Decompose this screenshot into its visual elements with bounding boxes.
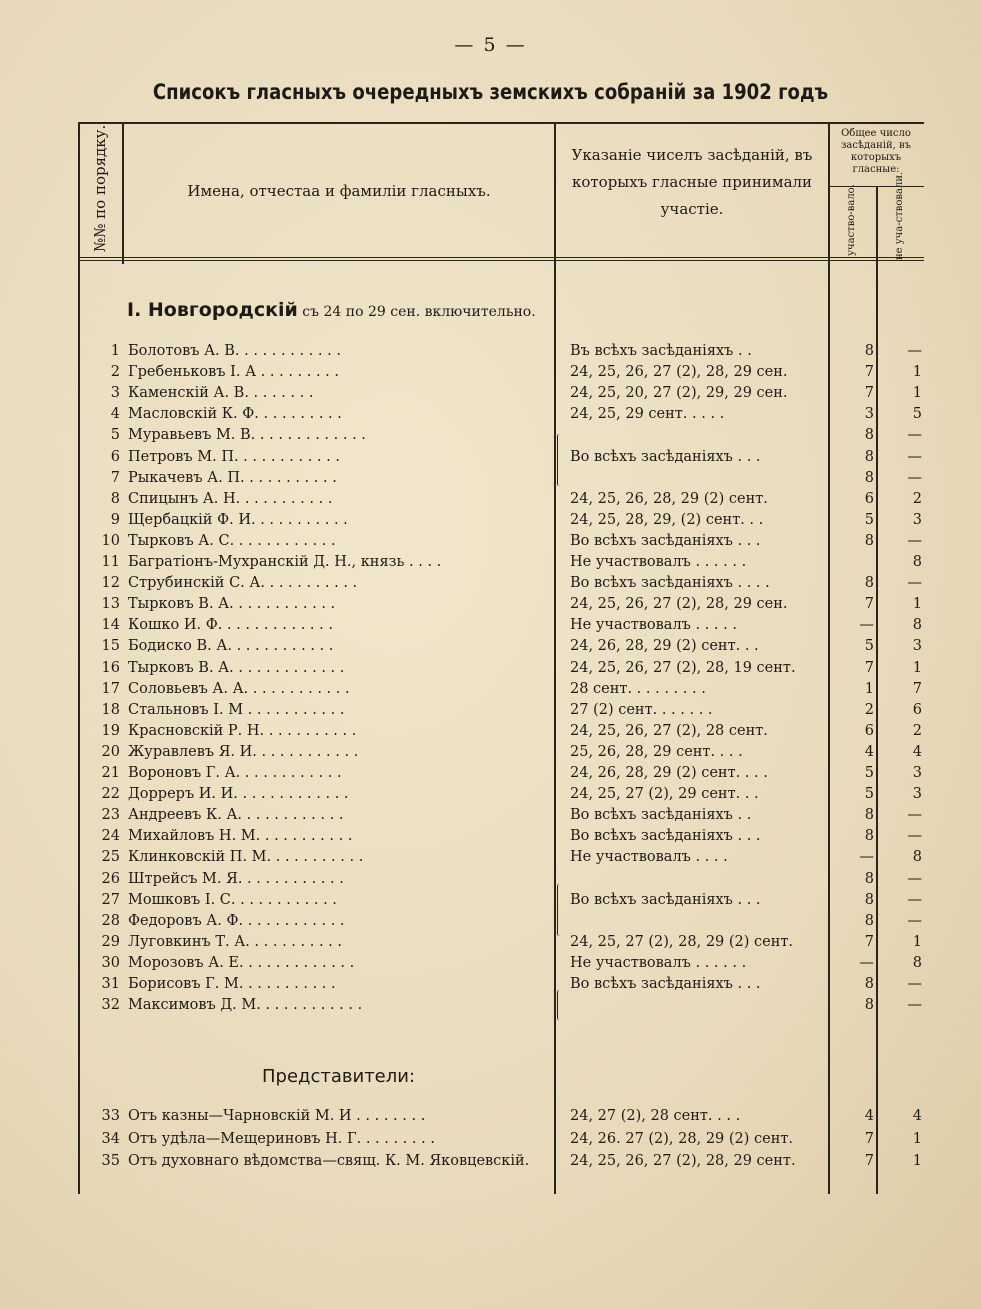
table-row — [78, 660, 924, 681]
not-participated-count: 4 — [912, 743, 922, 760]
member-name: Каменскій А. В. . . . . . . . — [128, 385, 314, 402]
representatives-heading: Представители: — [262, 1066, 416, 1087]
not-participated-count: 1 — [912, 1130, 922, 1147]
row-number: 19 — [101, 722, 120, 739]
meeting-dates: Не участвовалъ . . . . — [570, 849, 728, 866]
member-name: Тырковъ А. С. . . . . . . . . . . . — [128, 532, 336, 549]
participated-count: 8 — [864, 891, 874, 908]
row-number: 15 — [101, 638, 120, 655]
meeting-dates: Во всѣхъ засѣданіяхъ . . . — [570, 891, 761, 908]
table-row — [78, 723, 924, 744]
meeting-dates: 24, 25, 26, 28, 29 (2) сент. — [570, 490, 768, 507]
participated-count: 8 — [864, 997, 874, 1014]
meeting-dates: Во всѣхъ засѣданіяхъ . . . — [570, 976, 761, 992]
not-participated-count: 8 — [912, 617, 922, 634]
member-name: Стальновъ І. М . . . . . . . . . . . — [128, 701, 345, 718]
section-heading — [127, 299, 536, 321]
row-number: 18 — [101, 701, 120, 718]
row-number: 12 — [101, 575, 120, 592]
member-name: Дорреръ И. И. . . . . . . . . . . . . — [128, 786, 349, 803]
table-row — [78, 406, 924, 427]
member-name: Струбинскій С. А. . . . . . . . . . . — [128, 575, 358, 592]
not-participated-count: 1 — [912, 1153, 922, 1169]
row-number: 3 — [110, 385, 120, 402]
member-name: Петровъ М. П. . . . . . . . . . . . — [128, 448, 340, 465]
meeting-dates: Во всѣхъ засѣданіяхъ . . . — [570, 828, 761, 845]
member-name: Бодиско В. А. . . . . . . . . . . . — [128, 638, 334, 655]
participated-count: 1 — [864, 680, 874, 697]
meeting-dates: Въ всѣхъ засѣданіяхъ . . — [570, 343, 752, 359]
group-brace — [557, 434, 562, 486]
not-participated-count: — — [907, 575, 922, 592]
participated-count: 3 — [864, 406, 874, 423]
row-number: 24 — [101, 828, 120, 845]
meeting-dates: 24, 25, 26, 27 (2), 28, 29 сен. — [570, 596, 788, 613]
table-row — [78, 1108, 924, 1129]
member-name: Соловьевъ А. А. . . . . . . . . . . . — [128, 680, 350, 697]
not-participated-count: — — [907, 976, 922, 992]
participated-count: 8 — [864, 532, 874, 549]
participated-count: 8 — [864, 469, 874, 486]
not-participated-count: 2 — [912, 490, 922, 507]
member-name: Тырковъ В. А. . . . . . . . . . . . — [128, 596, 336, 613]
member-name: Щербацкій Ф. И. . . . . . . . . . . — [128, 511, 348, 528]
header-dates-line1: Указаніе чиселъ засѣданій, въ — [571, 146, 813, 164]
not-participated-count: 8 — [912, 554, 922, 570]
table-row — [78, 976, 924, 997]
not-participated-count: 7 — [912, 680, 922, 697]
meeting-dates: Во всѣхъ засѣданіяхъ . . . — [570, 532, 761, 549]
row-number: 28 — [101, 912, 120, 929]
not-participated-count: — — [907, 532, 922, 549]
row-number: 29 — [101, 933, 120, 950]
member-name: Багратіонъ-Мухранскій Д. Н., князь . . . . — [128, 554, 442, 570]
meeting-dates: Не участвовалъ . . . . . — [570, 617, 737, 634]
table-row — [78, 617, 924, 638]
not-participated-count: — — [907, 828, 922, 845]
not-participated-count: 1 — [912, 596, 922, 613]
header-participated: участво-вало. — [846, 184, 857, 256]
header-total: Общее число засѣданій, въ которыхъ гласные: — [840, 128, 912, 175]
member-name: Клинковскій П. М. . . . . . . . . . . — [128, 849, 364, 866]
table-row — [78, 892, 924, 913]
table-row — [78, 343, 924, 364]
member-name: Максимовъ Д. М. . . . . . . . . . . . — [128, 997, 363, 1014]
not-participated-count: 1 — [912, 385, 922, 402]
table-row — [78, 512, 924, 533]
meeting-dates: Во всѣхъ засѣданіяхъ . . — [570, 807, 752, 824]
not-participated-count: — — [907, 870, 922, 887]
meeting-dates: 24, 25, 28, 29, (2) сент. . . — [570, 511, 764, 528]
member-name: Рыкачевъ А. П. . . . . . . . . . . — [128, 469, 337, 486]
row-number: 35 — [101, 1153, 120, 1169]
row-number: 6 — [110, 448, 120, 465]
participated-count: 5 — [864, 765, 874, 781]
row-number: 13 — [101, 596, 120, 613]
row-number: 20 — [101, 743, 120, 760]
participated-count: 6 — [864, 722, 874, 739]
table-row — [78, 554, 924, 575]
row-number: 8 — [110, 490, 120, 507]
participated-count: 7 — [864, 933, 874, 950]
not-participated-count: — — [907, 469, 922, 486]
not-participated-count: — — [907, 343, 922, 359]
header-not-participated: не уча-ствовали. — [894, 171, 905, 260]
table-row — [78, 364, 924, 385]
member-name: Гребеньковъ І. А . . . . . . . . . — [128, 364, 340, 381]
table-row — [78, 828, 924, 849]
participated-count: 8 — [864, 807, 874, 824]
member-name: Отъ духовнаго вѣдомства—свящ. К. М. Яковцевскій. — [128, 1153, 530, 1169]
meeting-dates: Не участвовалъ . . . . . . — [570, 954, 747, 971]
section-subtitle: съ 24 по 29 сен. включительно. — [302, 304, 536, 320]
table-row — [78, 575, 924, 596]
total-subheader-rule — [828, 186, 924, 187]
row-number: 21 — [101, 765, 120, 781]
not-participated-count: 8 — [912, 849, 922, 866]
not-participated-count: 1 — [912, 659, 922, 676]
meeting-dates: 24, 25, 29 сент. . . . . — [570, 406, 725, 423]
row-number: 31 — [101, 976, 120, 992]
table-row — [78, 449, 924, 470]
table-row — [78, 596, 924, 617]
participated-count: 8 — [864, 870, 874, 887]
member-name: Вороновъ Г. А. . . . . . . . . . . . — [128, 765, 342, 781]
not-participated-count: 2 — [912, 722, 922, 739]
row-number: 1 — [110, 343, 120, 359]
header-dates-line3: участіе. — [660, 200, 724, 218]
member-name: Журавлевъ Я. И. . . . . . . . . . . . — [128, 743, 359, 760]
not-participated-count: 3 — [912, 511, 922, 528]
participated-count: 7 — [864, 1130, 874, 1147]
table-row — [78, 871, 924, 892]
participated-count: 7 — [864, 385, 874, 402]
member-name: Штрейсъ М. Я. . . . . . . . . . . . — [128, 870, 344, 887]
participated-count: 7 — [864, 364, 874, 381]
meeting-dates: 24, 25, 26, 27 (2), 28 сент. — [570, 722, 768, 739]
table-row — [78, 681, 924, 702]
page-number: — 5 — — [454, 34, 527, 56]
participated-count: 7 — [864, 1153, 874, 1169]
member-name: Андреевъ К. А. . . . . . . . . . . . — [128, 807, 344, 824]
row-number: 23 — [101, 807, 120, 824]
meeting-dates: 24, 25, 26, 27 (2), 28, 19 сент. — [570, 659, 796, 676]
row-number: 9 — [110, 511, 120, 528]
table-row — [78, 1153, 924, 1174]
table-row — [78, 913, 924, 934]
member-name: Масловскій К. Ф. . . . . . . . . . — [128, 406, 342, 423]
not-participated-count: 1 — [912, 364, 922, 381]
participated-count: 8 — [864, 427, 874, 444]
header-divider — [78, 257, 924, 261]
participated-count: — — [859, 954, 874, 971]
section-title: I. Новгородскій — [127, 299, 298, 321]
row-number: 33 — [101, 1108, 120, 1124]
table-row — [78, 934, 924, 955]
header-names: Имена, отчестаа и фамиліи гласныхъ. — [187, 182, 491, 200]
meeting-dates: 24, 26. 27 (2), 28, 29 (2) сент. — [570, 1130, 794, 1147]
member-name: Михайловъ Н. М. . . . . . . . . . . — [128, 828, 353, 845]
member-name: Кошко И. Ф. . . . . . . . . . . . . — [128, 617, 333, 634]
not-participated-count: — — [907, 912, 922, 929]
table-row — [78, 427, 924, 448]
not-participated-count: 3 — [912, 765, 922, 781]
table-row — [78, 385, 924, 406]
meeting-dates: 25, 26, 28, 29 сент. . . . — [570, 743, 743, 760]
not-participated-count: 6 — [912, 701, 922, 718]
participated-count: 8 — [864, 448, 874, 465]
participated-count: 7 — [864, 659, 874, 676]
member-name: Мошковъ І. С. . . . . . . . . . . . — [128, 891, 337, 908]
participated-count: 8 — [864, 976, 874, 992]
not-participated-count: 4 — [912, 1108, 922, 1124]
participated-count: 8 — [864, 828, 874, 845]
meeting-dates: 27 (2) сент. . . . . . . — [570, 701, 713, 718]
row-number: 34 — [101, 1130, 120, 1147]
row-number: 26 — [101, 870, 120, 887]
group-brace — [557, 884, 562, 936]
member-name: Федоровъ А. Ф. . . . . . . . . . . . — [128, 912, 345, 929]
row-number: 11 — [101, 554, 120, 570]
table-row — [78, 744, 924, 765]
meeting-dates: 24, 25, 26, 27 (2), 28, 29 сент. — [570, 1153, 796, 1169]
participated-count: 8 — [864, 912, 874, 929]
member-name: Борисовъ Г. М. . . . . . . . . . . — [128, 976, 336, 992]
row-number: 5 — [110, 427, 120, 444]
header-number: №№ по порядку. — [91, 124, 109, 252]
row-number: 25 — [101, 849, 120, 866]
row-number: 7 — [110, 469, 120, 486]
table-row — [78, 997, 924, 1018]
member-name: Отъ казны—Чарновскій М. И . . . . . . . . — [128, 1108, 426, 1124]
table-row — [78, 849, 924, 870]
header-dates — [556, 142, 828, 223]
participated-count: 7 — [864, 596, 874, 613]
participated-count: 5 — [864, 786, 874, 803]
not-participated-count: — — [907, 807, 922, 824]
meeting-dates: Во всѣхъ засѣданіяхъ . . . — [570, 448, 761, 465]
table-row — [78, 786, 924, 807]
participated-count: 4 — [864, 743, 874, 760]
not-participated-count: 3 — [912, 638, 922, 655]
member-name: Болотовъ А. В. . . . . . . . . . . . — [128, 343, 341, 359]
member-name: Морозовъ А. Е. . . . . . . . . . . . . — [128, 954, 355, 971]
not-participated-count: 1 — [912, 933, 922, 950]
member-name: Спицынъ А. Н. . . . . . . . . . . — [128, 490, 333, 507]
participated-count: 5 — [864, 511, 874, 528]
table-row — [78, 1131, 924, 1152]
not-participated-count: 5 — [912, 406, 922, 423]
meeting-dates: 24, 25, 26, 27 (2), 28, 29 сен. — [570, 364, 788, 381]
participated-count: 4 — [864, 1108, 874, 1124]
table-row — [78, 702, 924, 723]
table-row — [78, 533, 924, 554]
row-number: 14 — [101, 617, 120, 634]
table-row — [78, 955, 924, 976]
meeting-dates: 24, 26, 28, 29 (2) сент. . . . — [570, 765, 768, 781]
row-number: 32 — [101, 997, 120, 1014]
not-participated-count: — — [907, 891, 922, 908]
table-row — [78, 470, 924, 491]
row-number: 10 — [101, 532, 120, 549]
table-row — [78, 491, 924, 512]
table-row — [78, 765, 924, 786]
header-dates-line2: которыхъ гласные принимали — [571, 173, 813, 191]
meeting-dates: 24, 27 (2), 28 сент. . . . — [570, 1108, 741, 1124]
meeting-dates: 24, 25, 20, 27 (2), 29, 29 сен. — [570, 385, 788, 402]
row-number: 16 — [101, 659, 120, 676]
table-row — [78, 807, 924, 828]
meeting-dates: 24, 25, 27 (2), 28, 29 (2) сент. — [570, 933, 794, 950]
meeting-dates: Не участвовалъ . . . . . . — [570, 554, 747, 570]
table-row — [78, 638, 924, 659]
not-participated-count: 8 — [912, 954, 922, 971]
participated-count: 5 — [864, 638, 874, 655]
not-participated-count: 3 — [912, 786, 922, 803]
participated-count: 8 — [864, 343, 874, 359]
participated-count: 2 — [864, 701, 874, 718]
page-title: Списокъ гласныхъ очередныхъ земскихъ собраній за 1902 годъ — [152, 80, 829, 104]
member-name: Муравьевъ М. В. . . . . . . . . . . . . — [128, 427, 366, 444]
participated-count: — — [859, 849, 874, 866]
group-brace — [557, 990, 562, 1020]
not-participated-count: — — [907, 448, 922, 465]
row-number: 2 — [110, 364, 120, 381]
member-name: Красновскій Р. Н. . . . . . . . . . . — [128, 722, 357, 739]
meeting-dates: 24, 25, 27 (2), 29 сент. . . — [570, 786, 759, 803]
row-number: 22 — [101, 786, 120, 803]
participated-count: 8 — [864, 575, 874, 592]
meeting-dates: 28 сент. . . . . . . . . — [570, 680, 706, 697]
not-participated-count: — — [907, 997, 922, 1014]
member-name: Тырковъ В. А. . . . . . . . . . . . . — [128, 659, 345, 676]
not-participated-count: — — [907, 427, 922, 444]
meeting-dates: Во всѣхъ засѣданіяхъ . . . . — [570, 575, 770, 592]
row-number: 17 — [101, 680, 120, 697]
participated-count: — — [859, 617, 874, 634]
member-name: Отъ удѣла—Мещериновъ Н. Г. . . . . . . . . — [128, 1130, 435, 1147]
participated-count: 6 — [864, 490, 874, 507]
row-number: 30 — [101, 954, 120, 971]
member-name: Луговкинъ Т. А. . . . . . . . . . . — [128, 933, 343, 950]
row-number: 27 — [101, 891, 120, 908]
row-number: 4 — [110, 406, 120, 423]
meeting-dates: 24, 26, 28, 29 (2) сент. . . — [570, 638, 759, 655]
